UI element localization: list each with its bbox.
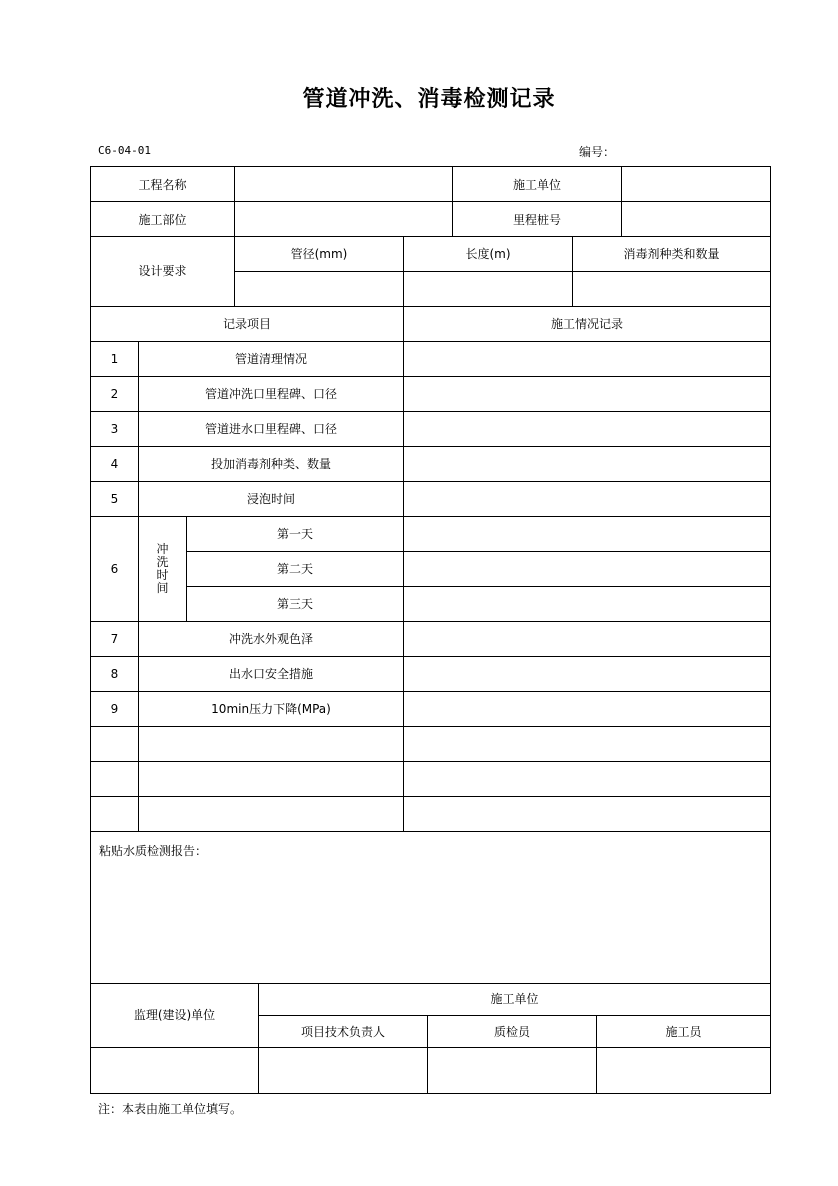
- record-item-header: 记录项目: [91, 306, 404, 341]
- record-item-label: 浸泡时间: [139, 481, 404, 516]
- record-field[interactable]: [404, 551, 771, 586]
- contractor-field[interactable]: [622, 167, 771, 202]
- row-number: 7: [91, 621, 139, 656]
- row-number: 4: [91, 446, 139, 481]
- design-requirement-table: [90, 236, 771, 307]
- supervisor-signature-field[interactable]: [91, 1047, 259, 1093]
- worker-label: 施工员: [597, 1015, 771, 1047]
- record-item-label[interactable]: [139, 796, 404, 831]
- row-number[interactable]: [91, 726, 139, 761]
- record-item-label: 10min压力下降(MPa): [139, 691, 404, 726]
- mileage-field[interactable]: [622, 202, 771, 237]
- record-field[interactable]: [404, 761, 771, 796]
- pipe-diameter-field[interactable]: [235, 271, 404, 306]
- record-field[interactable]: [404, 796, 771, 831]
- record-items-table: [90, 306, 771, 984]
- record-item-label: 投加消毒剂种类、数量: [139, 446, 404, 481]
- row-number: 9: [91, 691, 139, 726]
- record-status-header: 施工情况记录: [404, 306, 771, 341]
- record-item-label: 出水口安全措施: [139, 656, 404, 691]
- record-field[interactable]: [404, 656, 771, 691]
- inspector-signature-field[interactable]: [428, 1047, 597, 1093]
- record-field[interactable]: [404, 341, 771, 376]
- construction-part-label: 施工部位: [91, 202, 235, 237]
- pipe-diameter-label: 管径(mm): [235, 236, 404, 271]
- tech-lead-signature-field[interactable]: [259, 1047, 428, 1093]
- length-label: 长度(m): [404, 236, 573, 271]
- flush-day-label: 第一天: [187, 516, 404, 551]
- row-number: 8: [91, 656, 139, 691]
- serial-number-label: 编号：: [579, 145, 616, 159]
- record-field[interactable]: [404, 411, 771, 446]
- water-quality-report-area[interactable]: [91, 831, 771, 983]
- design-requirement-label: 设计要求: [91, 236, 235, 306]
- record-field[interactable]: [404, 516, 771, 551]
- construction-part-field[interactable]: [235, 202, 453, 237]
- record-grid: [90, 166, 771, 237]
- form-code: C6-04-01: [98, 144, 151, 157]
- mileage-label: 里程桩号: [453, 202, 622, 237]
- flush-time-group-label: 冲洗时间: [139, 516, 187, 621]
- length-field[interactable]: [404, 271, 573, 306]
- project-name-label: 工程名称: [91, 167, 235, 202]
- record-field[interactable]: [404, 446, 771, 481]
- disinfectant-field[interactable]: [573, 271, 771, 306]
- water-quality-report-label: 粘贴水质检测报告：: [99, 843, 208, 858]
- record-field[interactable]: [404, 481, 771, 516]
- row-number: 2: [91, 376, 139, 411]
- record-field[interactable]: [404, 621, 771, 656]
- record-item-label: 冲洗水外观色泽: [139, 621, 404, 656]
- inspector-label: 质检员: [428, 1015, 597, 1047]
- signature-table: [90, 983, 771, 1094]
- page-title: 管道冲洗、消毒检测记录: [302, 87, 556, 112]
- record-field[interactable]: [404, 586, 771, 621]
- worker-signature-field[interactable]: [597, 1047, 771, 1093]
- record-item-label[interactable]: [139, 726, 404, 761]
- disinfectant-label: 消毒剂种类和数量: [573, 236, 771, 271]
- supervisor-label: 监理(建设)单位: [91, 983, 259, 1047]
- project-name-field[interactable]: [235, 167, 453, 202]
- footnote: 注：本表由施工单位填写。: [98, 1102, 243, 1116]
- record-field[interactable]: [404, 691, 771, 726]
- row-number: 6: [91, 516, 139, 621]
- contractor-label: 施工单位: [453, 167, 622, 202]
- tech-lead-label: 项目技术负责人: [259, 1015, 428, 1047]
- contractor-unit-label: 施工单位: [259, 983, 771, 1015]
- row-number[interactable]: [91, 761, 139, 796]
- record-item-label: 管道进水口里程碑、口径: [139, 411, 404, 446]
- record-item-label: 管道冲洗口里程碑、口径: [139, 376, 404, 411]
- flush-day-label: 第二天: [187, 551, 404, 586]
- record-item-label[interactable]: [139, 761, 404, 796]
- row-number[interactable]: [91, 796, 139, 831]
- record-field[interactable]: [404, 376, 771, 411]
- record-item-label: 管道清理情况: [139, 341, 404, 376]
- record-field[interactable]: [404, 726, 771, 761]
- row-number: 1: [91, 341, 139, 376]
- row-number: 3: [91, 411, 139, 446]
- flush-day-label: 第三天: [187, 586, 404, 621]
- row-number: 5: [91, 481, 139, 516]
